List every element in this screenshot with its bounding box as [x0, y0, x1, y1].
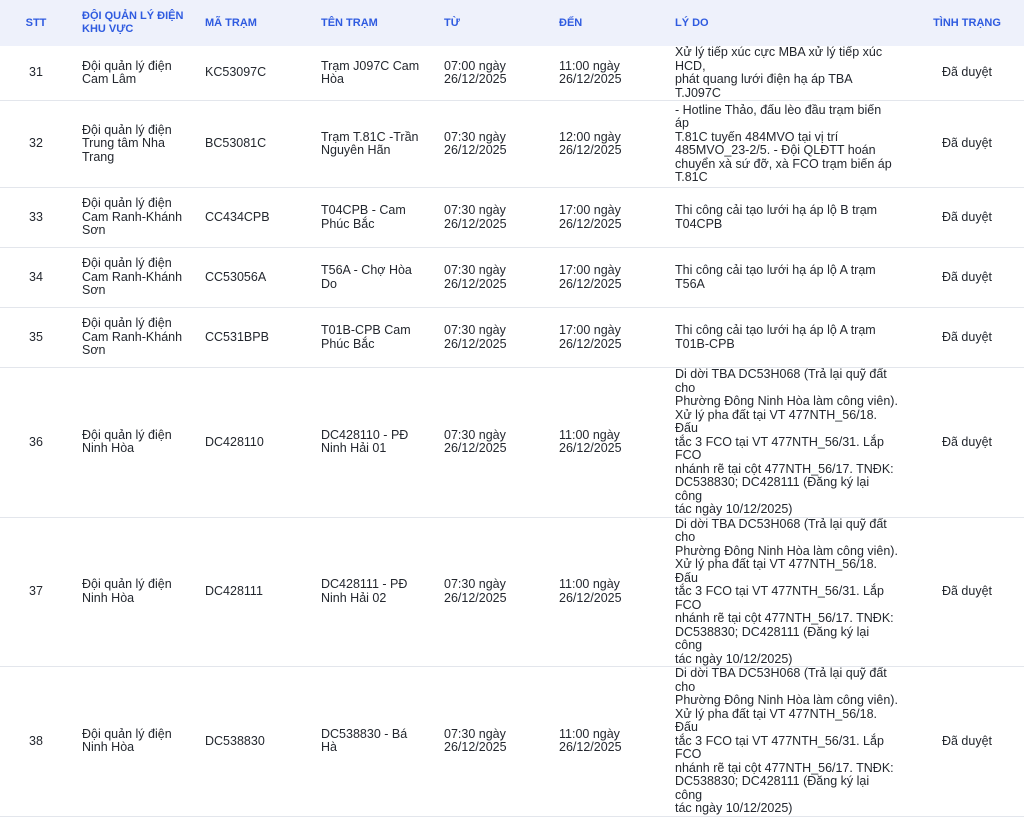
table-header-row — [0, 0, 1024, 46]
cell-to — [549, 308, 665, 368]
cell-to — [549, 517, 665, 667]
cell-station-code-text: CC434CPB — [205, 209, 270, 224]
cell-station-code — [195, 368, 311, 518]
cell-status-text: Đã duyệt — [941, 269, 993, 284]
cell-reason — [665, 667, 910, 817]
cell-status — [910, 667, 1024, 817]
cell-reason — [665, 46, 910, 101]
cell-unit — [72, 667, 195, 817]
cell-reason-text: Xử lý tiếp xúc cực MBA xử lý tiếp xúc HCD, phát quang lưới điện hạ áp TBA T.J097C — [675, 45, 883, 100]
cell-from — [434, 188, 549, 248]
table-row[interactable] — [0, 517, 1024, 667]
cell-unit — [72, 188, 195, 248]
cell-status-text: Đã duyệt — [941, 65, 993, 80]
cell-status-text: Đã duyệt — [941, 329, 993, 344]
cell-status — [910, 101, 1024, 188]
table-row[interactable] — [0, 308, 1024, 368]
cell-unit-text: Đội quản lý điện Ninh Hòa — [82, 726, 172, 755]
cell-from — [434, 517, 549, 667]
cell-reason-text: Di dời TBA DC53H068 (Trả lại quỹ đất cho Phường Đông Ninh Hòa làm công viên). Xử lý pha đất tại VT 477NTH_56/18. Đấu tắc 3 FCO tại VT 477NTH_56/31. Lắp FCO nhánh rẽ tại cột 477NTH_56/17. TNĐK: DC538830; DC428111 (Đăng ký lại công tác ngày 10/12/2025) — [675, 516, 898, 666]
cell-stt — [0, 308, 72, 368]
cell-status — [910, 248, 1024, 308]
cell-station-name-text: DC428110 - PĐ Ninh Hải 01 — [321, 427, 409, 456]
cell-stt-text: 33 — [29, 209, 43, 224]
cell-reason — [665, 368, 910, 518]
cell-to-text: 11:00 ngày 26/12/2025 — [559, 726, 622, 755]
cell-station-code-text: DC428111 — [205, 584, 263, 598]
cell-stt — [0, 517, 72, 667]
cell-stt — [0, 101, 72, 188]
cell-unit-text: Đội quản lý điện Cam Lâm — [82, 58, 172, 86]
cell-station-name — [311, 46, 434, 101]
table-row[interactable] — [0, 368, 1024, 518]
cell-from-text: 07:30 ngày 26/12/2025 — [444, 203, 507, 231]
cell-station-name-text: T01B-CPB Cam Phúc Bắc — [321, 323, 411, 351]
table-body — [0, 46, 1024, 816]
cell-station-name-text: T04CPB - Cam Phúc Bắc — [321, 203, 406, 231]
cell-station-code — [195, 46, 311, 101]
cell-stt-text: 31 — [29, 65, 43, 80]
cell-status — [910, 188, 1024, 248]
cell-station-code — [195, 248, 311, 308]
cell-station-name-text: Trạm T.81C -Trần Nguyên Hãn — [321, 129, 419, 157]
cell-from — [434, 308, 549, 368]
cell-station-name — [311, 248, 434, 308]
header-stt[interactable]: STT — [25, 16, 47, 29]
cell-station-name-text: T56A - Chợ Hòa Do — [321, 263, 412, 291]
cell-station-code-text: DC538830 — [205, 733, 265, 748]
cell-status — [910, 308, 1024, 368]
cell-to — [549, 101, 665, 188]
cell-to — [549, 667, 665, 817]
cell-to — [549, 248, 665, 308]
header-to[interactable]: ĐẾN — [559, 16, 583, 29]
table-row[interactable] — [0, 101, 1024, 188]
cell-station-name-text: Trạm J097C Cam Hòa — [321, 58, 420, 86]
cell-unit — [72, 517, 195, 667]
cell-station-code-text: BC53081C — [205, 136, 267, 151]
cell-reason — [665, 248, 910, 308]
cell-reason — [665, 188, 910, 248]
cell-unit-text: Đội quản lý điện Ninh Hòa — [82, 427, 172, 456]
cell-from — [434, 667, 549, 817]
cell-from-text: 07:30 ngày 26/12/2025 — [444, 577, 507, 605]
cell-unit-text: Đội quản lý điện Cam Ranh-Khánh Sơn — [82, 256, 183, 298]
cell-from-text: 07:30 ngày 26/12/2025 — [444, 263, 507, 291]
table-row[interactable] — [0, 248, 1024, 308]
cell-to-text: 11:00 ngày 26/12/2025 — [559, 427, 622, 456]
header-reason[interactable]: LÝ DO — [675, 16, 709, 29]
cell-to-text: 11:00 ngày 26/12/2025 — [559, 58, 622, 86]
cell-station-name — [311, 667, 434, 817]
cell-stt — [0, 188, 72, 248]
cell-station-code — [195, 517, 311, 667]
header-unit[interactable]: ĐỘI QUẢN LÝ ĐIỆN KHU VỰC — [82, 10, 184, 35]
cell-to-text: 17:00 ngày 26/12/2025 — [559, 323, 622, 351]
table-row[interactable] — [0, 188, 1024, 248]
cell-stt — [0, 667, 72, 817]
cell-station-code-text: CC531BPB — [205, 329, 269, 344]
header-station-name[interactable]: TÊN TRẠM — [321, 16, 378, 29]
cell-station-name-text: DC428111 - PĐ Ninh Hải 02 — [321, 577, 408, 605]
cell-from-text: 07:30 ngày 26/12/2025 — [444, 427, 507, 456]
table-row[interactable] — [0, 46, 1024, 101]
cell-station-code-text: KC53097C — [205, 65, 267, 80]
cell-stt — [0, 368, 72, 518]
cell-to-text: 17:00 ngày 26/12/2025 — [559, 263, 622, 291]
cell-stt-text: 35 — [29, 329, 43, 344]
cell-to-text: 11:00 ngày 26/12/2025 — [559, 577, 622, 605]
cell-from — [434, 46, 549, 101]
cell-stt — [0, 248, 72, 308]
cell-station-code — [195, 188, 311, 248]
cell-reason-text: Thi công cải tạo lưới hạ áp lộ A trạm T56A — [675, 263, 876, 291]
cell-reason-text: Di dời TBA DC53H068 (Trả lại quỹ đất cho Phường Đông Ninh Hòa làm công viên). Xử lý pha đất tại VT 477NTH_56/18. Đấu tắc 3 FCO tại VT 477NTH_56/31. Lắp FCO nhánh rẽ tại cột 477NTH_56/17. TNĐK: DC538830; DC428111 (Đăng ký lại công tác ngày 10/12/2025) — [675, 666, 898, 815]
cell-station-code — [195, 101, 311, 188]
cell-unit-text: Đội quản lý điện Cam Ranh-Khánh Sơn — [82, 316, 183, 358]
cell-unit-text: Đội quản lý điện Trung tâm Nha Trang — [82, 122, 172, 164]
cell-reason-text: Di dời TBA DC53H068 (Trả lại quỹ đất cho Phường Đông Ninh Hòa làm công viên). Xử lý pha đất tại VT 477NTH_56/18. Đấu tắc 3 FCO tại VT 477NTH_56/31. Lắp FCO nhánh rẽ tại cột 477NTH_56/17. TNĐK: DC538830; DC428111 (Đăng ký lại công tác ngày 10/12/2025) — [675, 367, 898, 516]
cell-to — [549, 368, 665, 518]
cell-status-text: Đã duyệt — [941, 209, 993, 224]
cell-unit — [72, 248, 195, 308]
cell-unit-text: Đội quản lý điện Cam Ranh-Khánh Sơn — [82, 196, 183, 238]
cell-stt-text: 37 — [29, 584, 43, 598]
cell-status-text: Đã duyệt — [941, 434, 993, 449]
cell-reason — [665, 517, 910, 667]
cell-status — [910, 517, 1024, 667]
cell-to — [549, 46, 665, 101]
cell-unit — [72, 308, 195, 368]
cell-stt — [0, 46, 72, 101]
cell-station-code — [195, 308, 311, 368]
cell-unit-text: Đội quản lý điện Ninh Hòa — [82, 577, 172, 605]
header-station-code[interactable]: MÃ TRẠM — [205, 16, 257, 29]
cell-from — [434, 101, 549, 188]
cell-station-code-text: DC428110 — [205, 434, 264, 449]
cell-from — [434, 368, 549, 518]
cell-status-text: Đã duyệt — [941, 136, 993, 151]
cell-station-name — [311, 188, 434, 248]
cell-status — [910, 368, 1024, 518]
cell-station-name — [311, 368, 434, 518]
cell-status-text: Đã duyệt — [941, 584, 993, 598]
cell-from-text: 07:30 ngày 26/12/2025 — [444, 726, 507, 755]
cell-from-text: 07:30 ngày 26/12/2025 — [444, 323, 507, 351]
cell-station-name — [311, 517, 434, 667]
cell-station-code-text: CC53056A — [205, 269, 267, 284]
cell-status-text: Đã duyệt — [941, 733, 993, 748]
cell-stt-text: 38 — [29, 733, 43, 748]
cell-unit — [72, 46, 195, 101]
header-status[interactable]: TÌNH TRẠNG — [933, 16, 1001, 29]
cell-station-code — [195, 667, 311, 817]
cell-reason-text: Thi công cải tạo lưới hạ áp lộ A trạm T01B-CPB — [675, 323, 876, 351]
cell-unit — [72, 368, 195, 518]
cell-reason-text: Thi công cải tạo lưới hạ áp lộ B trạm T04CPB — [675, 203, 878, 231]
cell-to — [549, 188, 665, 248]
cell-stt-text: 34 — [29, 269, 43, 284]
cell-station-name — [311, 101, 434, 188]
cell-station-name — [311, 308, 434, 368]
cell-stt-text: 32 — [29, 136, 43, 151]
cell-station-name-text: DC538830 - Bá Hà — [321, 726, 408, 755]
cell-stt-text: 36 — [29, 434, 43, 449]
cell-reason-text: - Hotline Thảo, đấu lèo đầu trạm biến áp T.81C tuyến 484MVO tại vị trí 485MVO_23-2/5. - Đội QLĐTT hoán chuyển xà sứ đỡ, xà FCO trạm biến áp T.81C — [675, 102, 892, 184]
cell-reason — [665, 101, 910, 188]
cell-from-text: 07:30 ngày 26/12/2025 — [444, 129, 507, 157]
cell-to-text: 17:00 ngày 26/12/2025 — [559, 203, 622, 231]
table-row[interactable] — [0, 667, 1024, 817]
header-from[interactable]: TỪ — [444, 16, 460, 29]
cell-reason — [665, 308, 910, 368]
cell-from-text: 07:00 ngày 26/12/2025 — [444, 58, 507, 86]
cell-unit — [72, 101, 195, 188]
cell-from — [434, 248, 549, 308]
cell-to-text: 12:00 ngày 26/12/2025 — [559, 129, 622, 157]
cell-status — [910, 46, 1024, 101]
